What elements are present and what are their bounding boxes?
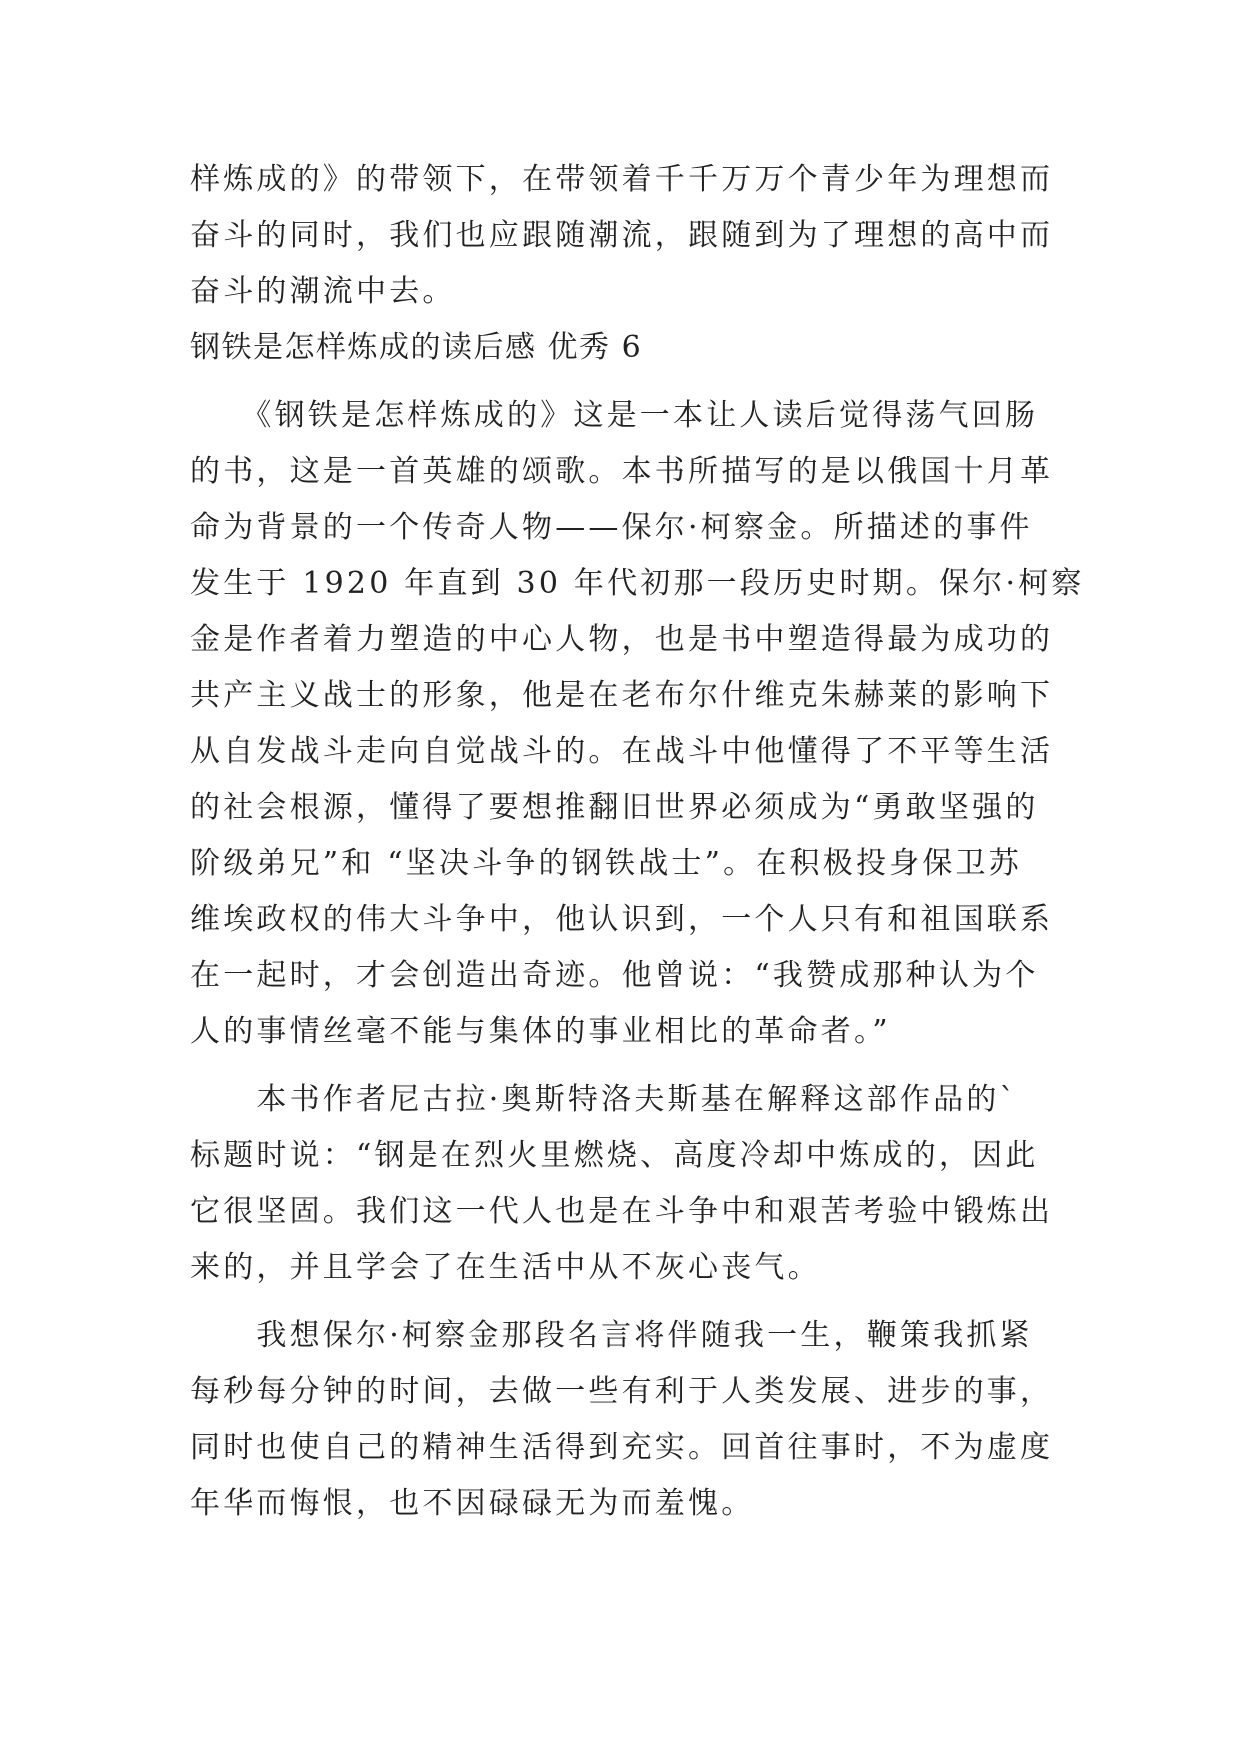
text-line: 标题时说：“钢是在烈火里燃烧、高度冷却中炼成的，因此 (190, 1138, 1039, 1173)
text-line: 的书，这是一首英雄的颂歌。本书所描写的是以俄国十月革 (190, 454, 1054, 489)
text-line: 奋斗的同时，我们也应跟随潮流，跟随到为了理想的高中而 (190, 218, 1054, 253)
text-line: 在一起时，才会创造出奇迹。他曾说：“我赞成那种认为个 (190, 958, 1039, 993)
text-line: 本书作者尼古拉·奥斯特洛夫斯基在解释这部作品的` (190, 1082, 1018, 1117)
text-line: 的社会根源，懂得了要想推翻旧世界必须成为“勇敢坚强的 (190, 790, 1039, 825)
text-line: 金是作者着力塑造的中心人物，也是书中塑造得最为成功的 (190, 622, 1054, 657)
text-line: 发生于 1920 年直到 30 年代初那一段历史时期。保尔·柯察 (190, 566, 1085, 601)
text-line: 我想保尔·柯察金那段名言将伴随我一生，鞭策我抓紧 (190, 1318, 1033, 1353)
text-line: 共产主义战士的形象，他是在老布尔什维克朱赫莱的影响下 (190, 678, 1054, 713)
text-line: 每秒每分钟的时间，去做一些有利于人类发展、进步的事， (190, 1374, 1054, 1409)
text-line: 同时也使自己的精神生活得到充实。回首往事时，不为虚度 (190, 1430, 1054, 1465)
text-line: 它很坚固。我们这一代人也是在斗争中和艰苦考验中锻炼出 (190, 1194, 1054, 1229)
text-line: 样炼成的》的带领下，在带领着千千万万个青少年为理想而 (190, 162, 1054, 197)
text-line: 命为背景的一个传奇人物——保尔·柯察金。所描述的事件 (190, 510, 1033, 545)
text-line: 年华而悔恨，也不因碌碌无为而羞愧。 (190, 1486, 755, 1521)
text-line: 奋斗的潮流中去。 (190, 274, 456, 309)
text-line: 阶级弟兄”和 “坚决斗争的钢铁战士”。在积极投身保卫苏 (190, 846, 1022, 881)
text-line: 维埃政权的伟大斗争中，他认识到，一个人只有和祖国联系 (190, 902, 1054, 937)
section-heading: 钢铁是怎样炼成的读后感 优秀 6 (190, 330, 643, 365)
text-line: 从自发战斗走向自觉战斗的。在战斗中他懂得了不平等生活 (190, 734, 1054, 769)
text-line: 来的，并且学会了在生活中从不灰心丧气。 (190, 1250, 821, 1285)
text-line: 人的事情丝毫不能与集体的事业相比的革命者。” (190, 1014, 891, 1049)
text-line: 《钢铁是怎样炼成的》这是一本让人读后觉得荡气回肠 (190, 398, 1039, 433)
